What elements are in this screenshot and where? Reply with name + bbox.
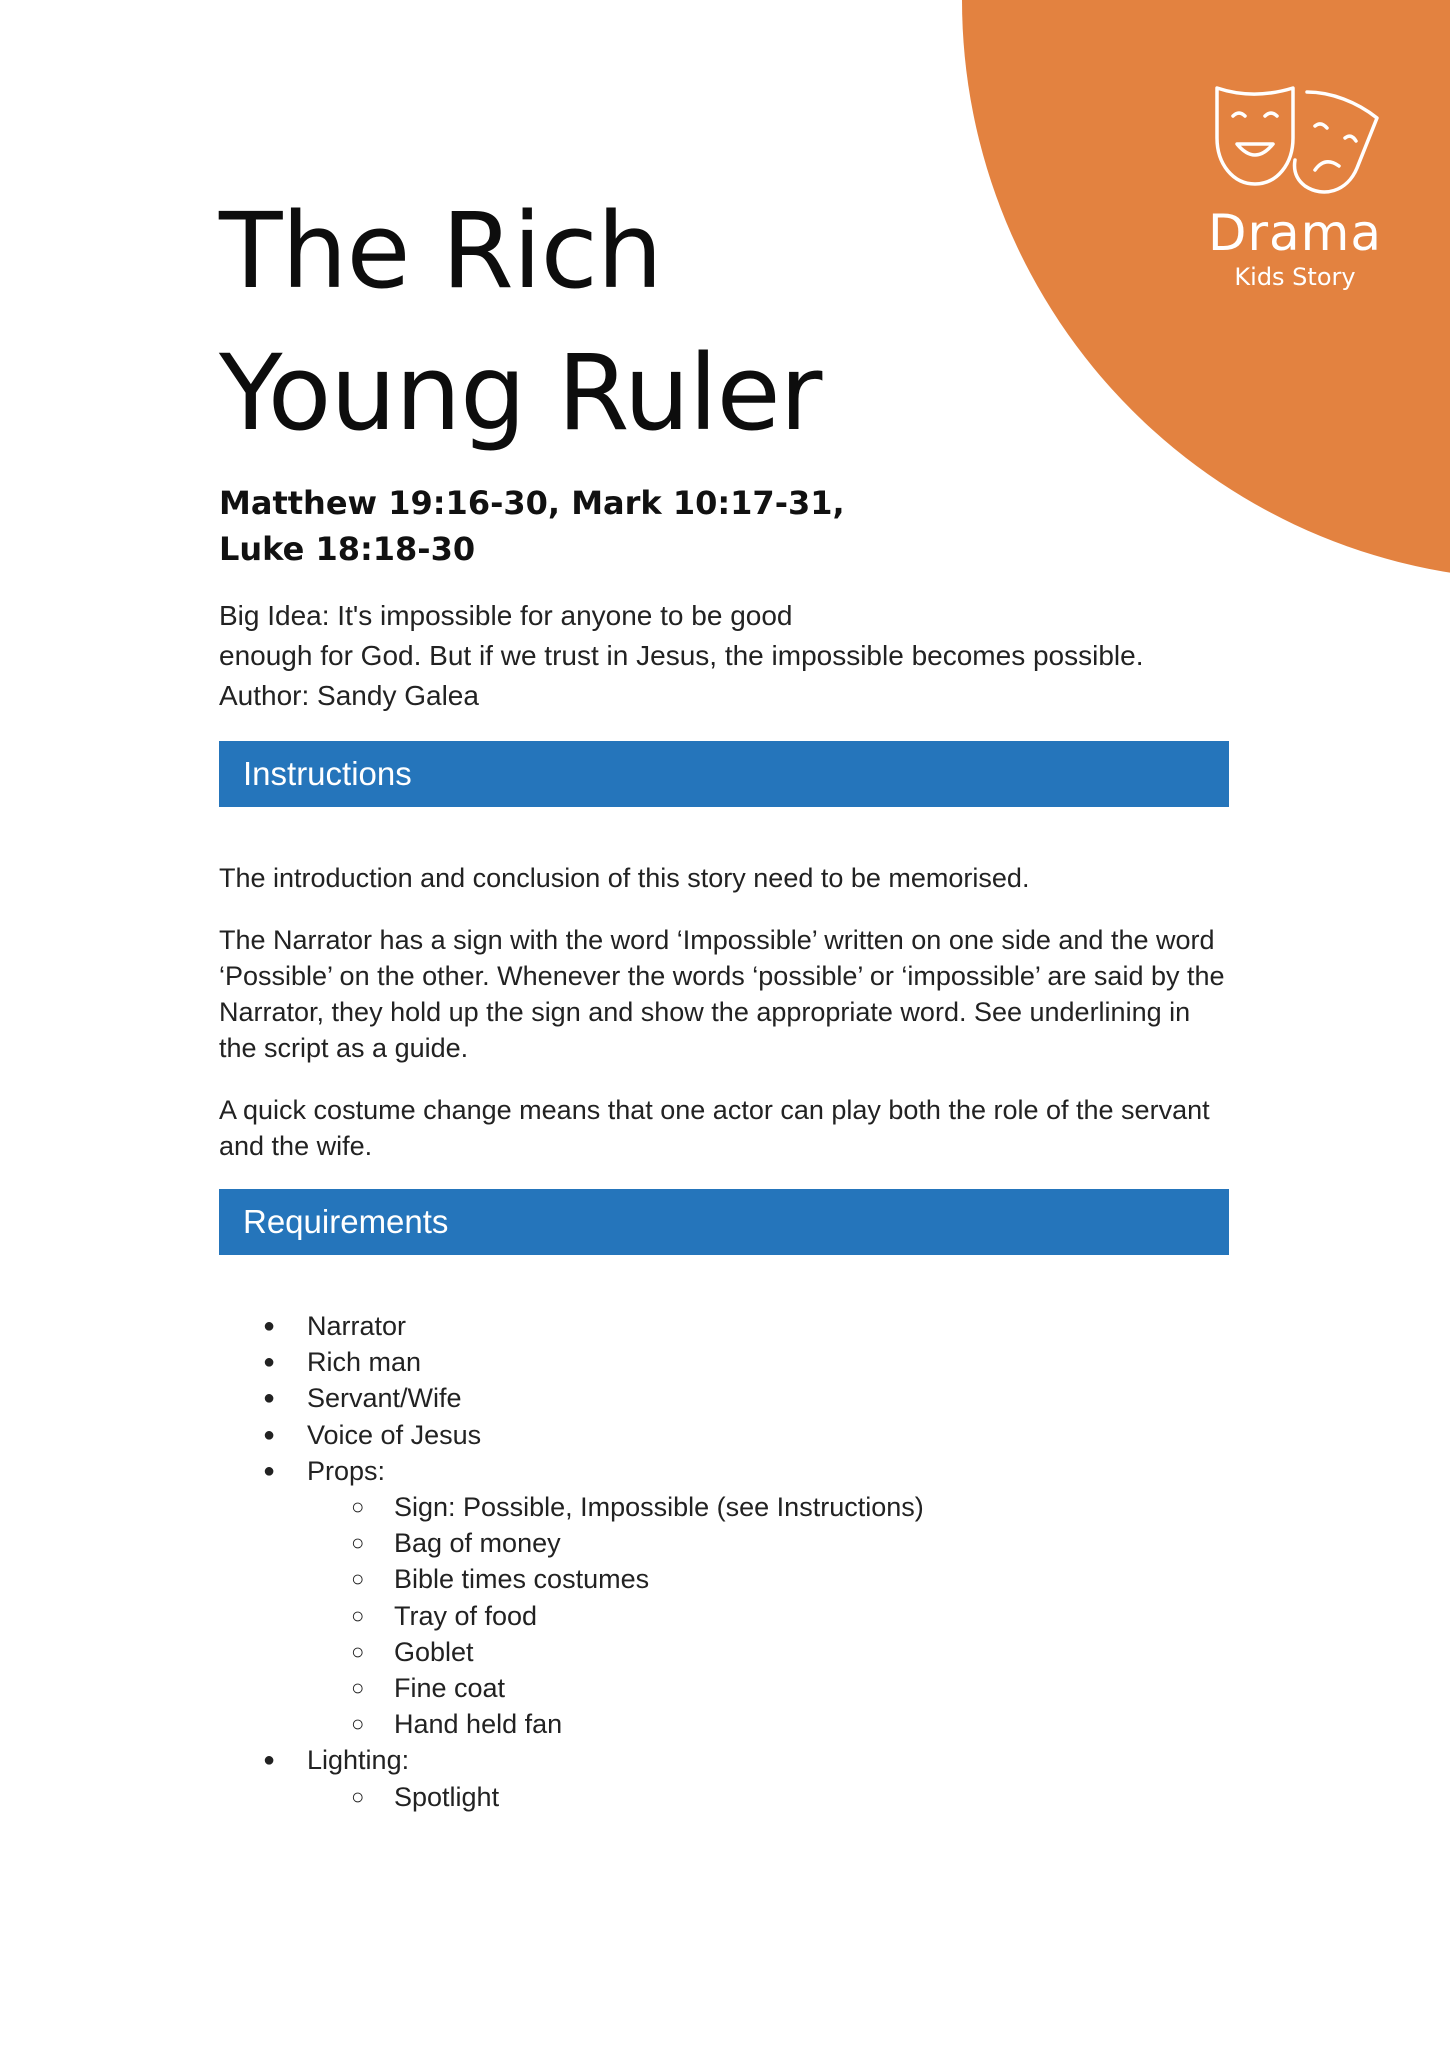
badge-subtitle: Kids Story	[1234, 263, 1356, 291]
lighting-list	[307, 1779, 924, 1815]
list-item: ○ Bag of money	[307, 1525, 924, 1561]
props-list	[307, 1489, 924, 1742]
lighting-label: Lighting:	[307, 1745, 410, 1776]
badge-title: Drama	[1207, 204, 1383, 262]
author-line: Author: Sandy Galea	[219, 680, 479, 711]
instruction-paragraph-1: The introduction and conclusion of this story need to be memorised.	[219, 863, 1030, 893]
instructions-heading: Instructions	[219, 741, 1229, 807]
requirements-list	[219, 1308, 924, 1815]
list-item: ● Narrator	[219, 1308, 924, 1344]
big-idea-line-2: enough for God. But if we trust in Jesus, the impossible becomes possible.	[219, 640, 1144, 671]
title-line-1: The Rich	[219, 190, 662, 312]
list-item: ○ Spotlight	[307, 1779, 924, 1815]
list-item: ○ Hand held fan	[307, 1706, 924, 1742]
list-item: ○ Goblet	[307, 1634, 924, 1670]
list-item: ● Voice of Jesus	[219, 1417, 924, 1453]
requirements-heading: Requirements	[219, 1189, 1229, 1255]
intro-block	[219, 596, 1143, 716]
big-idea-line-1: Big Idea: It's impossible for anyone to be good	[219, 600, 793, 631]
scripture-references	[219, 480, 845, 572]
instruction-paragraph-2: The Narrator has a sign with the word ‘Impossible’ written on one side and the word ‘Possible’ on the other. Whenever the words ‘possible’ or ‘impossible’ are said by the Narrator, they hold up the sign and show the appropriate word. See underlining in the script as a guide.	[219, 925, 1225, 1063]
list-item: ○ Tray of food	[307, 1598, 924, 1634]
title-line-2: Young Ruler	[219, 332, 822, 454]
list-item: ● Rich man	[219, 1344, 924, 1380]
reference-line-1: Matthew 19:16-30, Mark 10:17-31,	[219, 484, 845, 522]
instruction-paragraph-3: A quick costume change means that one actor can play both the role of the servant and the wife.	[219, 1095, 1210, 1161]
props-label: Props:	[307, 1455, 386, 1486]
drama-badge	[1180, 80, 1410, 292]
drama-masks-icon	[1207, 80, 1383, 198]
list-item-props	[219, 1453, 924, 1743]
list-item: ○ Fine coat	[307, 1670, 924, 1706]
list-item: ○ Sign: Possible, Impossible (see Instructions)	[307, 1489, 924, 1525]
reference-line-2: Luke 18:18-30	[219, 530, 476, 568]
page-title	[219, 180, 821, 464]
list-item-lighting	[219, 1742, 924, 1814]
list-item: ● Servant/Wife	[219, 1380, 924, 1416]
list-item: ○ Bible times costumes	[307, 1561, 924, 1597]
